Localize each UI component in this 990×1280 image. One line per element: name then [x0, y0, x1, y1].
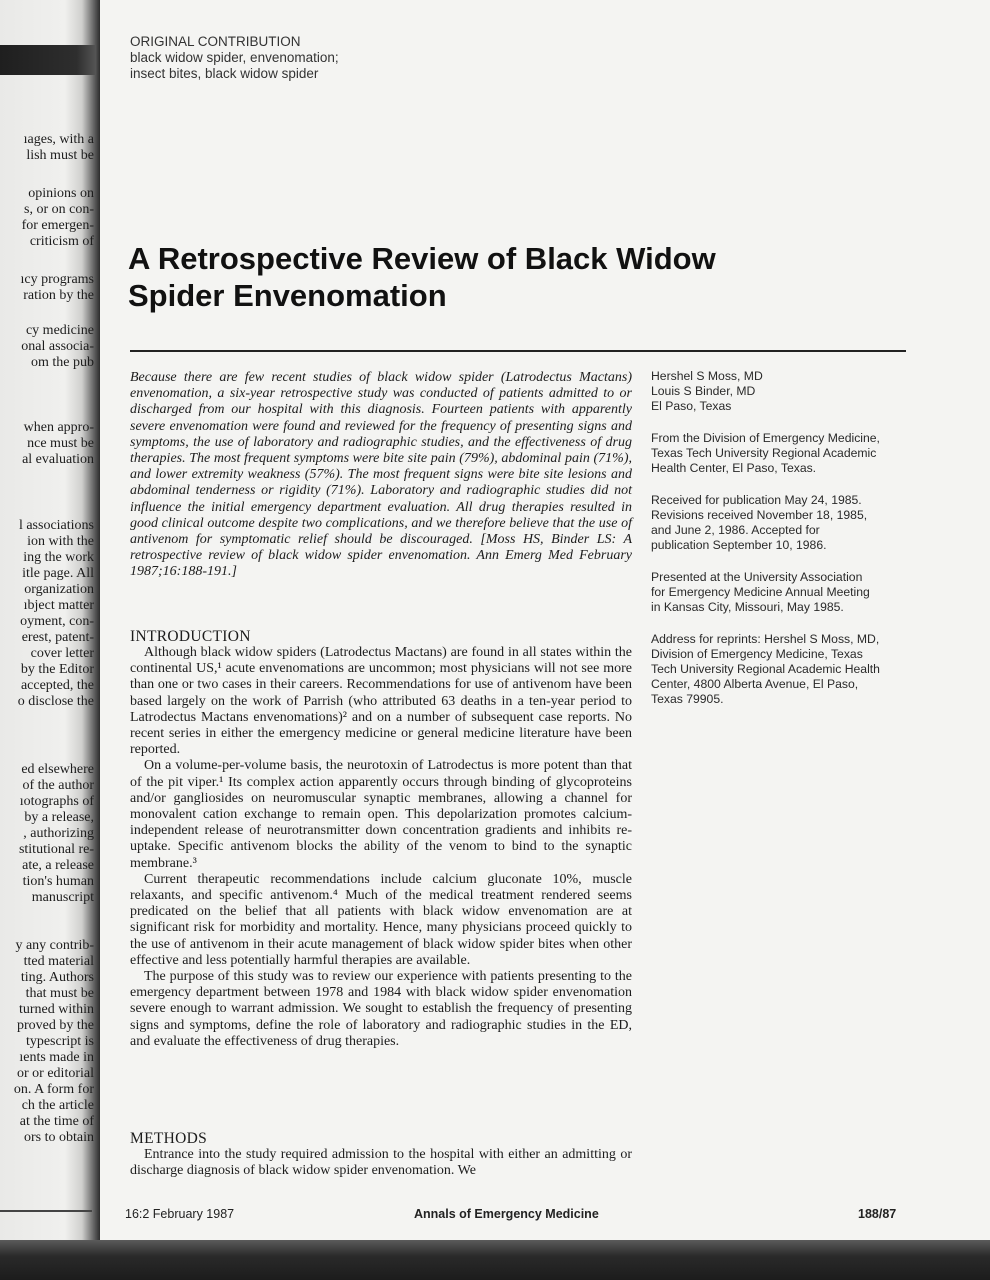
spine-fragment: erest, patent- [21, 630, 94, 645]
spine-fragment: opinions on [28, 186, 94, 201]
footer-page-number: 188/87 [858, 1207, 897, 1221]
spine-fragment: ing the work [23, 550, 94, 565]
spine-fragment: accepted, the [20, 678, 94, 693]
body-paragraph: The purpose of this study was to review our experience with patients presenting to the emergency department between 1978 and 1984 with black widow spider envenomation severe enough to warrant admission. We sought to establish the frequency of presenting signs and symptoms, define the role of laboratory and radiographic studies in the ED, and evaluate the effectiveness of drug therapies. [130, 969, 632, 1049]
affiliation-line: From the Division of Emergency Medicine, [651, 431, 880, 445]
author-location: El Paso, Texas [651, 399, 732, 413]
methods-heading: METHODS [130, 1130, 208, 1147]
address-line: Division of Emergency Medicine, Texas [651, 647, 863, 661]
spine-fragment: ting. Authors [20, 970, 94, 985]
spine-fragment: ors to obtain [24, 1130, 94, 1145]
spine-fragment: cover letter [30, 646, 94, 661]
title-divider-rule [130, 350, 906, 352]
spine-fragment: ıents made in [19, 1050, 94, 1065]
received-line: Revisions received November 18, 1985, [651, 508, 868, 522]
spine-fragment: ed elsewhere [21, 762, 94, 777]
address-line: Tech University Regional Academic Health [651, 662, 880, 676]
spine-fragment: om the pub [31, 355, 94, 370]
spine-fragment: organization [24, 582, 94, 597]
methods-section [130, 1130, 632, 1179]
spine-fragment: at the time of [19, 1114, 94, 1129]
received-line: Received for publication May 24, 1985. [651, 493, 862, 507]
reprint-address-note [651, 632, 913, 707]
spine-fragment: itle page. All [22, 566, 94, 581]
spine-fragment: , authorizing [23, 826, 94, 841]
article-title-line1: A Retrospective Review of Black Widow [128, 241, 716, 276]
spine-fragment: ıcy programs [20, 272, 94, 287]
article-keywords-line1: black widow spider, envenomation; [130, 50, 339, 65]
abstract: Because there are few recent studies of black widow spider (Latrodectus Mactans) envenomation, a six-year retrospective study was conducted of patients admitted to or discharged from our hospital with this diagnosis. Fourteen patients with apparently severe envenomation were found and reviewed for the frequency of presenting signs and symptoms, the use of laboratory and radiographic studies, and the effectiveness of drug therapies. The most frequent symptoms were bite site pain (79%), abdominal pain (71%), and lower extremity weakness (57%). The most frequent signs were bite site lesions and abdominal tenderness or rigidity (71%). Laboratory and radiographic studies did not influence the initial emergency department evaluation. All drug therapies resulted in good clinical outcome despite two complications, and we therefore believe that the use of antivenom for symptomatic relief should be discouraged. [Moss HS, Binder LS: A retrospective review of black widow spider envenomation. Ann Emerg Med February 1987;16:188-191.] [130, 370, 632, 580]
spine-fragment: or or editorial [17, 1066, 94, 1081]
presented-line: in Kansas City, Missouri, May 1985. [651, 600, 844, 614]
presented-line: Presented at the University Association [651, 570, 863, 584]
spine-fragment: for emergen- [21, 218, 94, 233]
spine-fragment: tted material [23, 954, 94, 969]
article-title-line2: Spider Envenomation [128, 278, 447, 313]
spine-fragment: manuscript [31, 890, 94, 905]
spine-fragment: tion's human [22, 874, 94, 889]
spine-fragment: by a release, [24, 810, 94, 825]
spine-fragment: nce must be [27, 436, 94, 451]
author-list [651, 369, 913, 414]
article-category-header [130, 34, 339, 82]
spine-fragment: ration by the [23, 288, 94, 303]
address-line: Texas 79905. [651, 692, 724, 706]
spine-fragment: criticism of [29, 234, 94, 249]
article-keywords-line2: insect bites, black widow spider [130, 66, 319, 81]
scan-bottom-edge [0, 1240, 990, 1280]
received-note [651, 493, 913, 553]
spine-fragment: cy medicine [25, 323, 94, 338]
spine-edge-line [0, 1210, 92, 1212]
author-name: Hershel S Moss, MD [651, 369, 763, 383]
article-title [128, 240, 848, 314]
footer-issue-date: 16:2 February 1987 [125, 1207, 235, 1221]
received-line: and June 2, 1986. Accepted for [651, 523, 820, 537]
spine-fragment: y any contrib- [15, 938, 94, 953]
article-category: ORIGINAL CONTRIBUTION [130, 34, 301, 49]
spine-fragment: on. A form for [13, 1082, 94, 1097]
spine-fragment: lish must be [26, 148, 94, 163]
spine-fragment: of the author [22, 778, 94, 793]
affiliation-line: Health Center, El Paso, Texas. [651, 461, 817, 475]
author-sidebar [651, 369, 913, 724]
spine-fragment: by the Editor [20, 662, 94, 677]
spine-fragment: l associations [18, 518, 94, 533]
spine-fragment: al evaluation [22, 452, 94, 467]
received-line: publication September 10, 1986. [651, 538, 827, 552]
body-paragraph: Current therapeutic recommendations include calcium gluconate 10%, muscle relaxants, and specific antivenom.⁴ Much of the medical treatment rendered seems predicated on the belief that all patients with black widow envenomation are at significant risk for morbidity and mortality. Hence, many physicians proceed quickly to the use of antivenom in their acute management of black widow spider bites when other effective and less potentially harmful therapies are available. [130, 871, 632, 968]
spine-fragment: o disclose the [17, 694, 94, 709]
affiliation-note [651, 431, 913, 476]
spine-fragment: ıages, with a [23, 132, 94, 147]
address-line: Center, 4800 Alberta Avenue, El Paso, [651, 677, 859, 691]
introduction-heading: INTRODUCTION [130, 628, 251, 645]
spine-fragment: when appro- [23, 420, 94, 435]
spine-fragment: ıotographs of [19, 794, 94, 809]
presented-line: for Emergency Medicine Annual Meeting [651, 585, 870, 599]
spine-fragment: ch the article [21, 1098, 94, 1113]
spine-fragment: ion with the [27, 534, 94, 549]
body-paragraph: Entrance into the study required admission to the hospital with either an admitting or discharge diagnosis of black widow spider envenomation. We [130, 1147, 632, 1179]
spine-fragment: stitutional re- [18, 842, 94, 857]
spine-fragment: onal associa- [21, 339, 94, 354]
author-name: Louis S Binder, MD [651, 384, 756, 398]
spine-fragment: ate, a release [22, 858, 94, 873]
introduction-section [130, 628, 632, 1050]
affiliation-line: Texas Tech University Regional Academic [651, 446, 877, 460]
adjacent-page-fragments [0, 0, 100, 1200]
footer-journal-name: Annals of Emergency Medicine [414, 1207, 599, 1221]
spine-fragment: that must be [25, 986, 94, 1001]
address-line: Address for reprints: Hershel S Moss, MD, [651, 632, 880, 646]
spine-fragment: oyment, con- [20, 614, 94, 629]
presented-note [651, 570, 913, 615]
spine-fragment: typescript is [25, 1034, 94, 1049]
spine-fragment: ıbject matter [23, 598, 94, 613]
body-paragraph: Although black widow spiders (Latrodectus Mactans) are found in all states within the continental US,¹ acute envenomations are uncommon; most physicians will not see more than one or two cases in their careers. Recommendations for use of antivenom have been based largely on the work of Parrish (who attributed 63 deaths in a ten-year period to Latrodectus Mactans envenomations)² and on a number of subsequent case reports. No recent series in either the emergency medicine or general medicine literature have been reported. [130, 645, 632, 758]
spine-fragment: turned within [18, 1002, 94, 1017]
spine-fragment: s, or on con- [24, 202, 94, 217]
spine-fragment: proved by the [17, 1018, 94, 1033]
body-paragraph: On a volume-per-volume basis, the neurotoxin of Latrodectus is more potent than that of the pit viper.¹ Its complex action apparently occurs through binding of glycoproteins and/or gangliosides on neuromuscular synaptic membranes, allowing a channel for monovalent cation exchange to remain open. This depolarization promotes calcium-independent release of neurotransmitter down concentration gradients and inhibits re-uptake. Specific antivenom blocks the ability of the venom to bind to the synaptic membrane.³ [130, 758, 632, 871]
